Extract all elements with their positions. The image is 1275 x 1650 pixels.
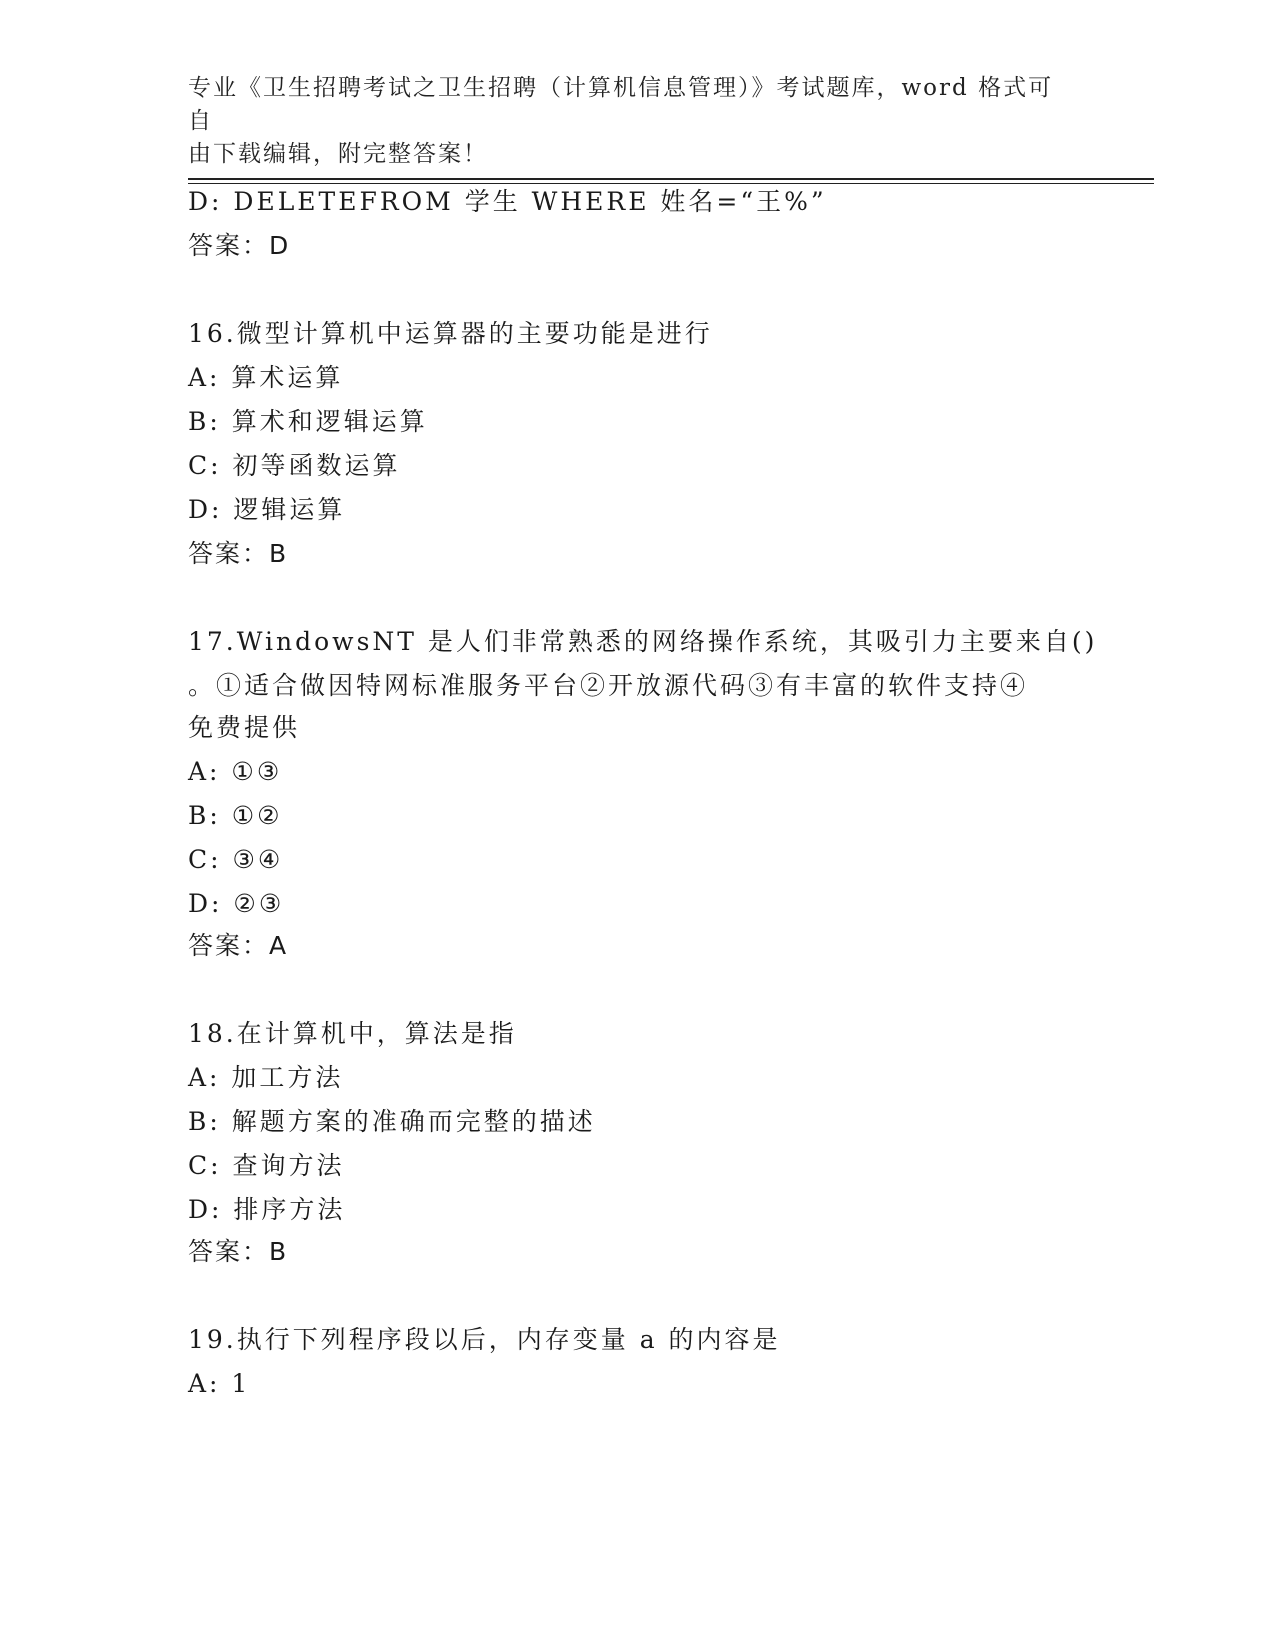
q17-stem-line-2: 。①适合做因特网标准服务平台②开放源代码③有丰富的软件支持④ bbox=[188, 671, 1029, 700]
q16-option-c: C: 初等函数运算 bbox=[188, 451, 401, 480]
q17-stem-line-1: 17.WindowsNT 是人们非常熟悉的网络操作系统，其吸引力主要来自() bbox=[188, 627, 1098, 656]
prev-option-d: D: DELETEFROM 学生 WHERE 姓名=“王%” bbox=[188, 187, 827, 216]
q18-stem: 18.在计算机中，算法是指 bbox=[188, 1019, 517, 1048]
q17-option-a: A: ①③ bbox=[188, 757, 283, 786]
header-divider-thin bbox=[188, 183, 1154, 184]
header-line-1: 专业《卫生招聘考试之卫生招聘（计算机信息管理）》考试题库，word 格式可自 bbox=[188, 75, 1054, 134]
q16-stem: 16.微型计算机中运算器的主要功能是进行 bbox=[188, 319, 713, 348]
q18-option-a: A: 加工方法 bbox=[188, 1063, 344, 1092]
q17-option-d: D: ②③ bbox=[188, 889, 285, 918]
q19-stem: 19.执行下列程序段以后，内存变量 a 的内容是 bbox=[188, 1325, 781, 1354]
header-line-2: 由下载编辑，附完整答案！ bbox=[188, 141, 488, 167]
q17-option-c: C: ③④ bbox=[188, 845, 284, 874]
header-divider-thick bbox=[188, 178, 1154, 180]
prev-answer: 答案：D bbox=[188, 231, 291, 260]
q17-answer: 答案：A bbox=[188, 931, 289, 960]
q16-option-d: D: 逻辑运算 bbox=[188, 495, 346, 524]
q17-option-b: B: ①② bbox=[188, 801, 283, 830]
q17-stem-line-3: 免费提供 bbox=[188, 713, 301, 742]
document-header bbox=[188, 72, 1068, 171]
q19-option-a: A: 1 bbox=[188, 1369, 251, 1398]
q16-option-b: B: 算术和逻辑运算 bbox=[188, 407, 428, 436]
q18-option-d: D: 排序方法 bbox=[188, 1195, 346, 1224]
q18-option-c: C: 查询方法 bbox=[188, 1151, 345, 1180]
q16-option-a: A: 算术运算 bbox=[188, 363, 344, 392]
q18-answer: 答案：B bbox=[188, 1237, 289, 1266]
q16-answer: 答案：B bbox=[188, 539, 289, 568]
q18-option-b: B: 解题方案的准确而完整的描述 bbox=[188, 1107, 596, 1136]
